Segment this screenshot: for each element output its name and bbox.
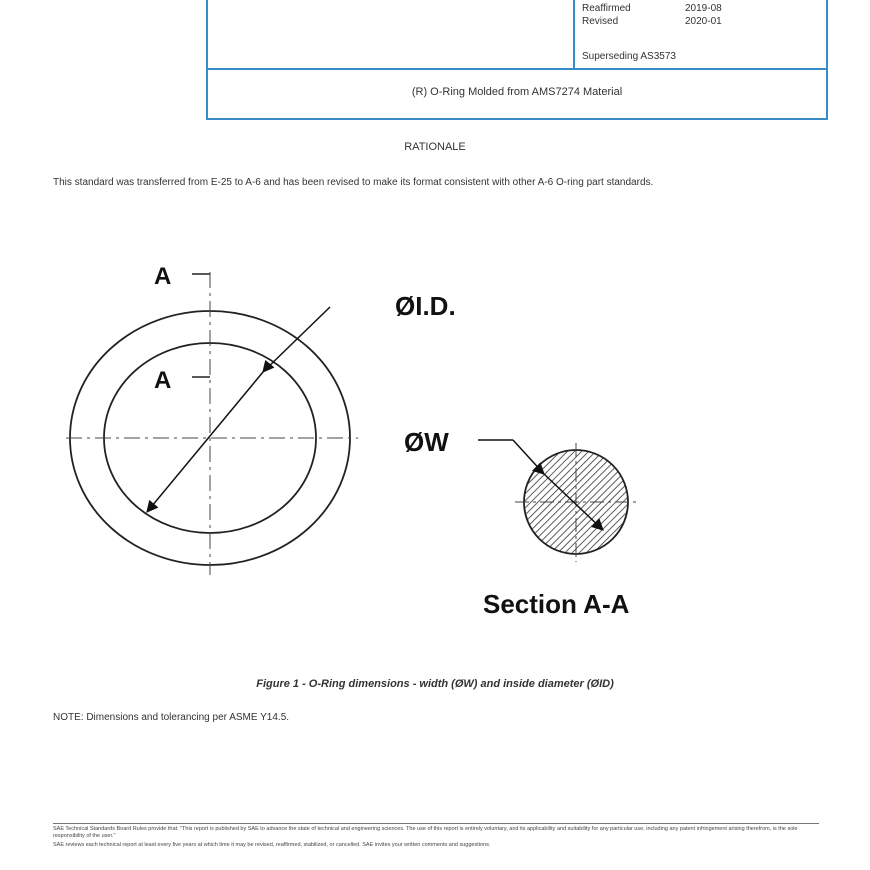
reaffirmed-date: 2019-08 xyxy=(685,3,722,14)
width-leader-diagonal xyxy=(513,440,544,474)
revised-date: 2020-01 xyxy=(685,16,722,27)
header-box xyxy=(206,0,828,120)
footer-paragraph-1: SAE Technical Standards Board Rules provide that: "This report is published by SAE to advance the state of technical and engineering sciences. The use of this report is entirely voluntary, and its applicability and suitability for any particular use, including any patent infringement arising therefrom, is the sole responsibility of the user." xyxy=(53,826,798,839)
id-label: ØI.D. xyxy=(395,291,456,321)
document-title: (R) O-Ring Molded from AMS7274 Material xyxy=(411,86,623,98)
figure-caption: Figure 1 - O-Ring dimensions - width (ØW) and inside diameter (ØID) xyxy=(256,678,614,690)
section-caption: Section A-A xyxy=(483,589,630,619)
o-ring-top-view xyxy=(66,272,358,575)
dimension-note: NOTE: Dimensions and tolerancing per ASME Y14.5. xyxy=(53,712,290,723)
o-ring-section-view xyxy=(478,440,638,562)
section-label-top: A xyxy=(154,263,172,290)
o-ring-figure xyxy=(0,230,870,670)
reaffirmed-label: Reaffirmed xyxy=(582,3,631,14)
superseding-note: Superseding AS3573 xyxy=(582,51,676,62)
rationale-heading: RATIONALE xyxy=(404,141,466,153)
footer-paragraph-2: SAE reviews each technical report at least every five years at which time it may be revised, reaffirmed, stabilized, or cancelled. SAE invites your written comments and suggestions. xyxy=(53,842,491,848)
id-leader-line xyxy=(263,307,330,372)
revised-label: Revised xyxy=(582,16,619,27)
header-divider-horizontal xyxy=(208,68,826,70)
width-label: ØW xyxy=(404,427,449,457)
footer-legal-text xyxy=(53,826,819,851)
header-divider-vertical xyxy=(573,0,575,68)
rationale-body: This standard was transferred from E-25 to A-6 and has been revised to make its format consistent with other A-6 O-ring part standards. xyxy=(53,177,654,188)
section-label-mid: A xyxy=(154,367,172,394)
footer-divider xyxy=(53,823,819,824)
